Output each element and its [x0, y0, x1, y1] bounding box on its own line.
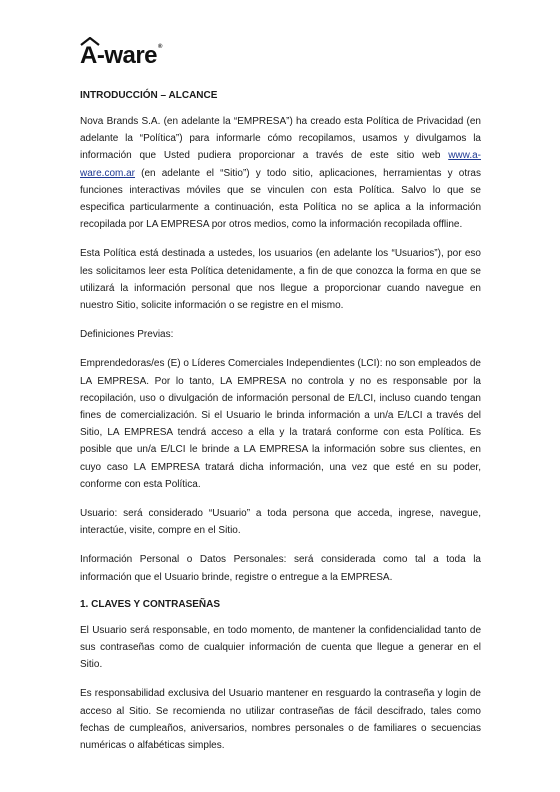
section-1-heading: 1. CLAVES Y CONTRASEÑAS [80, 598, 221, 610]
brand-logo[interactable] [80, 40, 162, 68]
intro-paragraph-2: Esta Política está destinada a ustedes, los usuarios (en adelante los “Usuarios”), por eso les solicitamos leer esta Política detenidamente, a fin de que conozca la forma en que se utilizará la información personal que nos llegue a proporcionar cuando navegue en nuestro Sitio, solicite información o se registre en el mismo. [80, 248, 481, 312]
intro-heading: INTRODUCCIÓN – ALCANCE [80, 90, 218, 101]
website-link[interactable]: www.a-ware.com.ar [80, 150, 481, 179]
intro-paragraph-1: Nova Brands S.A. (en adelante la “EMPRESA”) ha creado esta Política de Privacidad (en adelante la “Política”) para informarle cómo recopilamos, usamos y divulgamos la información que Usted pudiera proporcionar a través de este sitio web www.a-ware.com.ar (en adelante el “Sitio”) y todo sitio, aplicaciones, herramientas y otras funciones interactivas móviles que se vinculen con esta Política. Salvo lo que se especifica particularmente a continuación, esta Política no se aplica a la información recopilada por LA EMPRESA por otros medios, como la información recopilada offline. [80, 116, 481, 231]
section-1-paragraph-1: El Usuario será responsable, en todo momento, de mantener la confidencialidad tanto de sus contraseñas como de cualquier información de cuenta que llegue a generar en el Sitio. [80, 624, 481, 671]
document-body [80, 89, 481, 766]
logo-roof-icon [80, 37, 100, 46]
section-1-paragraph-2: Es responsabilidad exclusiva del Usuario mantener en resguardo la contraseña y login de acceso al Sitio. Se recomienda no utilizar contraseñas de fácil descifrado, tales como fechas de cumpleaños, aniversarios, nombres personales o de familiares o secuencias numéricas o alfabéticas simples. [80, 688, 481, 752]
definition-personal-data: Información Personal o Datos Personales: será considerada como tal a toda la información que el Usuario brinde, registre o entregue a la EMPRESA. [80, 554, 481, 583]
definition-user: Usuario: será considerado “Usuario” a toda persona que acceda, ingrese, navegue, interactúe, visite, compre en el Sitio. [80, 508, 481, 537]
definitions-label: Definiciones Previas: [80, 329, 174, 341]
definition-entrepreneurs: Emprendedoras/es (E) o Líderes Comerciales Independientes (LCI): no son empleados de LA EMPRESA. Por lo tanto, LA EMPRESA no controla y no es responsable por la recopilación, uso o divulgación de información personal de E/LCI, incluso cuando tengan fines de comercialización. Si el Usuario le brinda información a un/a E/LCI a través del Sitio, LA EMPRESA tendrá acceso a ella y la tratará conforme con esta Política. Es posible que un/a E/LCI le brinde a LA EMPRESA la información sobre sus clientes, en cuyo caso LA EMPRESA tratará dicha información, una vez que esté en su poder, conforme con esta Política. [80, 358, 481, 490]
logo-wordmark: A-ware® [80, 44, 162, 68]
